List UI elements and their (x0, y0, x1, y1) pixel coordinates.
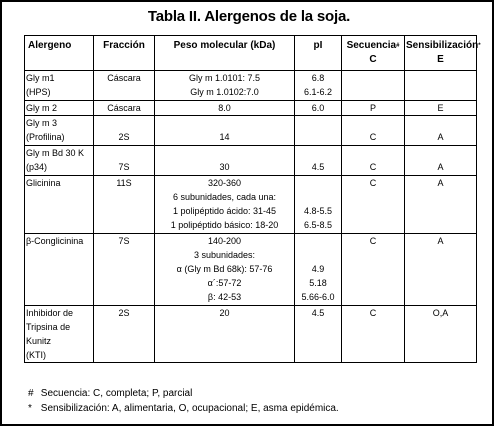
cell-secuencia (342, 176, 405, 234)
cell-fraccion (94, 234, 155, 306)
cell-fraccion-line (95, 334, 153, 348)
cell-sensibilizacion-line: A (437, 132, 444, 142)
header-sensibilizacion (405, 36, 481, 71)
cell-alergeno-line: Inhibidor de (26, 308, 74, 318)
cell-sensibilizacion-line (406, 71, 475, 85)
header-secuencia-mark: # (396, 43, 400, 49)
cell-fraccion-line (95, 190, 153, 204)
cell-peso-molecular-line: 1 polipéptido básico: 18-20 (170, 220, 279, 230)
cell-alergeno (25, 101, 94, 116)
table-row (25, 101, 477, 116)
cell-secuencia-line (343, 276, 403, 290)
cell-pi-line: 4.8-5.5 (303, 206, 333, 216)
cell-peso-molecular-line: 20 (219, 308, 230, 318)
cell-alergeno-line (26, 204, 92, 218)
cell-sensibilizacion-line (406, 262, 475, 276)
header-secuencia-line1: Secuencia (346, 40, 397, 51)
cell-secuencia-line (343, 334, 403, 348)
cell-peso-molecular-line (156, 116, 293, 130)
header-pi-label: pI (313, 40, 323, 51)
cell-pi-line: 6.1-6.2 (303, 87, 333, 97)
cell-peso-molecular-line: 1 polipéptido ácido: 31-45 (172, 206, 277, 216)
footnote-text: Sensibilización: A, alimentaria, O, ocupacional; E, asma epidémica. (40, 403, 339, 414)
cell-fraccion-line: 2S (118, 132, 130, 142)
cell-secuencia (342, 146, 405, 176)
cell-fraccion-line (95, 116, 153, 130)
table-title: Tabla II. Alergenos de la soja. (147, 8, 351, 25)
cell-secuencia-line (343, 190, 403, 204)
cell-sensibilizacion-line: A (437, 162, 444, 172)
header-sensibilizacion-mark: * (478, 43, 481, 49)
cell-secuencia-line: C (369, 178, 377, 188)
header-peso-line2: (kDa) (250, 40, 276, 51)
cell-fraccion (94, 116, 155, 146)
cell-alergeno-line (26, 190, 92, 204)
cell-sensibilizacion (405, 306, 477, 363)
cell-sensibilizacion-line (406, 276, 475, 290)
cell-fraccion-line (95, 146, 153, 160)
cell-pi (295, 176, 342, 234)
cell-alergeno-line: Gly m1 (26, 73, 55, 83)
cell-peso-molecular-line: 140-200 (207, 236, 242, 246)
cell-secuencia-line (343, 218, 403, 232)
cell-peso-molecular-line (156, 334, 293, 348)
cell-fraccion-line (95, 320, 153, 334)
cell-peso-molecular-line: β: 42-53 (207, 292, 242, 302)
header-fraccion (94, 36, 155, 71)
cell-peso-molecular-line: α (Gly m Bd 68k): 57-76 (176, 264, 273, 274)
cell-sensibilizacion-line (406, 204, 475, 218)
cell-secuencia-line: C (369, 308, 377, 318)
cell-peso-molecular (155, 234, 295, 306)
table-row (25, 176, 477, 234)
cell-alergeno (25, 71, 94, 101)
cell-secuencia (342, 116, 405, 146)
cell-sensibilizacion-line (406, 146, 475, 160)
cell-secuencia-line: C (369, 162, 377, 172)
footnote-secuencia (28, 387, 192, 401)
cell-peso-molecular (155, 71, 295, 101)
cell-sensibilizacion (405, 146, 477, 176)
cell-fraccion (94, 101, 155, 116)
cell-alergeno (25, 116, 94, 146)
cell-peso-molecular-line: 8.0 (218, 103, 231, 113)
cell-pi-line (296, 234, 340, 248)
cell-fraccion-line: Cáscara (107, 103, 141, 113)
cell-sensibilizacion-line (406, 334, 475, 348)
header-peso (155, 36, 295, 71)
cell-fraccion (94, 146, 155, 176)
cell-alergeno (25, 176, 94, 234)
table-row (25, 306, 477, 363)
header-secuencia (342, 36, 405, 71)
cell-alergeno (25, 146, 94, 176)
cell-alergeno-line: β-Conglicinina (26, 236, 84, 246)
cell-alergeno-line: Tripsina de Kunitz (26, 322, 71, 346)
cell-alergeno-line: (p34) (26, 162, 48, 172)
cell-peso-molecular-line (156, 146, 293, 160)
cell-peso-molecular-line: 320-360 (207, 178, 242, 188)
header-alergeno (25, 36, 94, 71)
cell-sensibilizacion-line (406, 320, 475, 334)
cell-peso-molecular (155, 101, 295, 116)
cell-fraccion-line (95, 248, 153, 262)
cell-pi-line (296, 176, 340, 190)
cell-fraccion-line: 11S (116, 178, 132, 188)
cell-peso-molecular-line: α´:57-72 (207, 278, 242, 288)
cell-secuencia (342, 71, 405, 101)
cell-peso-molecular-line: 3 subunidades: (193, 250, 256, 260)
cell-pi-line (296, 116, 340, 130)
footnote-text: Secuencia: C, completa; P, parcial (40, 388, 193, 399)
header-secuencia-line2: C (369, 54, 377, 65)
header-fraccion-label: Fracción (103, 40, 145, 51)
cell-alergeno-line: (KTI) (26, 350, 46, 360)
table-row (25, 146, 477, 176)
cell-secuencia-line (343, 71, 403, 85)
cell-sensibilizacion-line: A (437, 178, 444, 188)
table-row (25, 71, 477, 101)
cell-pi-line (296, 146, 340, 160)
cell-sensibilizacion-line (406, 248, 475, 262)
cell-secuencia-line (343, 204, 403, 218)
table-row (25, 116, 477, 146)
cell-peso-molecular-line: Gly m 1.0101: 7.5 (188, 73, 261, 83)
cell-secuencia (342, 234, 405, 306)
cell-pi (295, 71, 342, 101)
cell-pi (295, 234, 342, 306)
cell-sensibilizacion-line: O,A (432, 308, 449, 318)
cell-sensibilizacion-line (406, 218, 475, 232)
cell-secuencia-line (343, 290, 403, 304)
allergen-table (24, 35, 481, 363)
cell-pi-line: 5.18 (309, 278, 327, 288)
cell-sensibilizacion (405, 101, 477, 116)
cell-secuencia-line (343, 146, 403, 160)
footnote-mark: * (28, 403, 32, 414)
header-sensibilizacion-line1: Sensibilización (406, 40, 479, 51)
cell-peso-molecular-line: 30 (219, 162, 230, 172)
cell-sensibilizacion-line (406, 190, 475, 204)
cell-secuencia-line (343, 320, 403, 334)
cell-alergeno-line (26, 218, 92, 232)
cell-peso-molecular-line: Gly m 1.0102:7.0 (190, 87, 259, 97)
cell-alergeno-line (26, 248, 92, 262)
cell-sensibilizacion-line: E (437, 103, 444, 113)
cell-fraccion (94, 306, 155, 363)
cell-pi (295, 101, 342, 116)
cell-alergeno-line: (Profilina) (26, 132, 65, 142)
footnote-mark: # (28, 388, 34, 399)
cell-peso-molecular (155, 306, 295, 363)
cell-fraccion (94, 71, 155, 101)
header-pi (295, 36, 342, 71)
cell-peso-molecular-line: 14 (219, 132, 230, 142)
header-sensibilizacion-line2: E (437, 54, 444, 65)
cell-alergeno-line: Gly m 2 (26, 103, 58, 113)
cell-alergeno-line: Gly m Bd 30 K (26, 148, 85, 158)
cell-fraccion-line (95, 85, 153, 99)
cell-alergeno-line: Gly m 3 (26, 118, 58, 128)
cell-fraccion-line: 7S (118, 162, 130, 172)
cell-alergeno-line: Glicinina (26, 178, 61, 188)
cell-pi (295, 306, 342, 363)
cell-secuencia-line: C (369, 132, 377, 142)
cell-fraccion-line (95, 262, 153, 276)
cell-alergeno (25, 234, 94, 306)
cell-secuencia-line (343, 248, 403, 262)
cell-fraccion-line (95, 290, 153, 304)
cell-pi-line: 5.66-6.0 (301, 292, 335, 302)
cell-peso-molecular-line: 6 subunidades, cada una: (172, 192, 277, 202)
cell-pi-line: 6.8 (311, 73, 325, 83)
cell-sensibilizacion (405, 234, 477, 306)
cell-secuencia (342, 306, 405, 363)
cell-pi-line: 6.0 (311, 103, 325, 113)
table-row (25, 234, 477, 306)
cell-sensibilizacion-line: A (437, 236, 444, 246)
cell-peso-molecular-line (156, 320, 293, 334)
cell-secuencia-line (343, 116, 403, 130)
cell-pi (295, 116, 342, 146)
cell-sensibilizacion (405, 71, 477, 101)
cell-peso-molecular (155, 146, 295, 176)
cell-pi-line (296, 130, 340, 144)
cell-peso-molecular (155, 176, 295, 234)
cell-pi-line (296, 320, 340, 334)
cell-fraccion (94, 176, 155, 234)
table-header-row (25, 36, 477, 71)
footnote-sensibilizacion (28, 402, 339, 416)
cell-fraccion-line: 2S (118, 308, 130, 318)
cell-sensibilizacion-line (406, 290, 475, 304)
cell-sensibilizacion (405, 176, 477, 234)
cell-pi-line: 6.5-8.5 (303, 220, 333, 230)
cell-alergeno-line: (HPS) (26, 87, 51, 97)
cell-secuencia (342, 101, 405, 116)
cell-alergeno (25, 306, 94, 363)
cell-pi (295, 146, 342, 176)
cell-alergeno-line (26, 290, 92, 304)
header-alergeno-label: Alergeno (28, 40, 72, 51)
cell-sensibilizacion (405, 116, 477, 146)
cell-fraccion-line: Cáscara (107, 73, 141, 83)
cell-pi-line (296, 248, 340, 262)
cell-sensibilizacion-line (406, 116, 475, 130)
cell-fraccion-line (95, 218, 153, 232)
cell-sensibilizacion-line (406, 85, 475, 99)
cell-pi-line (296, 334, 340, 348)
cell-pi-line (296, 190, 340, 204)
cell-fraccion-line (95, 204, 153, 218)
cell-secuencia-line: P (369, 103, 376, 113)
cell-pi-line: 4.9 (311, 264, 325, 274)
cell-pi-line: 4.5 (311, 162, 325, 172)
cell-alergeno-line (26, 262, 92, 276)
cell-alergeno-line (26, 276, 92, 290)
cell-pi-line: 4.5 (311, 308, 325, 318)
cell-secuencia-line (343, 262, 403, 276)
cell-peso-molecular (155, 116, 295, 146)
cell-fraccion-line: 7S (118, 236, 130, 246)
cell-secuencia-line: C (369, 236, 377, 246)
cell-fraccion-line (95, 276, 153, 290)
cell-secuencia-line (343, 85, 403, 99)
header-peso-line1: Peso molecular (173, 40, 248, 51)
